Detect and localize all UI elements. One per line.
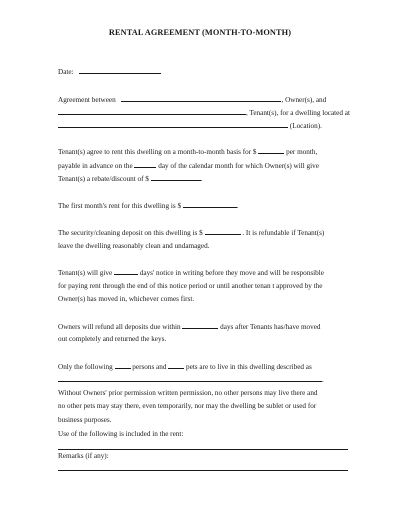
rebate-field[interactable] [151, 174, 201, 181]
permission-line-3: business purposes. [58, 416, 112, 424]
tenants-label: , Tenant(s), for a dwelling located at [246, 109, 350, 117]
permission-line-2: no other pets may stay there, even temporarily, nor may the dwelling be sublet or used for [58, 402, 317, 410]
payment-text-4: day of the calendar month for which Owner(s) will give [158, 162, 319, 170]
deposit-line-2: leave the dwelling reasonably clean and undamaged. [58, 242, 210, 250]
monthly-rent-field[interactable] [258, 147, 284, 154]
payment-text-1: Tenant(s) agree to rent this dwelling on a month-to-month basis for $ [58, 148, 257, 156]
persons-count-field[interactable] [115, 362, 131, 369]
payment-line-1 [58, 147, 317, 157]
refund-text-2: days after Tenants has/have moved [220, 323, 321, 331]
notice-text-2: days' notice in writing before they move and will be responsible [139, 269, 324, 277]
notice-line-2: for paying rent through the end of this notice period or until another tenan t approved by the [58, 282, 323, 290]
payment-text-3: payable in advance on the [58, 162, 133, 170]
parties-line-1 [58, 95, 326, 105]
pets-count-field[interactable] [168, 362, 184, 369]
payment-line-3 [58, 174, 203, 184]
parties-line-3 [58, 121, 322, 131]
notice-line-3: Owner(s) has moved in, whichever comes first. [58, 295, 195, 303]
refund-text-1: Owners will refund all deposits due within [58, 323, 181, 331]
date-label: Date: [58, 68, 74, 76]
notice-days-field[interactable] [114, 268, 138, 275]
owners-label: , Owner(s), and [281, 96, 327, 104]
first-rent-end: . [236, 202, 239, 210]
document-title: RENTAL AGREEMENT (MONTH-TO-MONTH) [108, 28, 292, 37]
payment-text-2: per month, [286, 148, 318, 156]
first-rent-line [58, 201, 239, 211]
deposit-field[interactable] [205, 228, 241, 235]
occupants-end: . [322, 376, 324, 384]
first-rent-text: The first month's rent for this dwelling is $ [58, 202, 182, 210]
tenant-name-field[interactable] [58, 108, 246, 115]
deposit-line-1 [58, 228, 324, 238]
parties-line-2 [58, 108, 350, 118]
payment-text-6: . [200, 175, 203, 183]
included-field[interactable] [58, 449, 348, 450]
refund-days-field[interactable] [182, 322, 218, 329]
first-rent-field[interactable] [183, 201, 237, 208]
refund-line-2: out completely and returned the keys. [58, 335, 167, 343]
payment-day-field[interactable] [134, 161, 156, 168]
dwelling-description-field[interactable] [58, 375, 322, 382]
notice-line-1 [58, 268, 324, 278]
agreement-between-label: Agreement between [58, 96, 116, 104]
occupants-line-2 [58, 375, 324, 385]
location-label: (Location). [289, 122, 322, 130]
payment-text-5: Tenant(s) a rebate/discount of $ [58, 175, 149, 183]
notice-text-1: Tenant(s) will give [58, 269, 113, 277]
occupants-text-1: Only the following [58, 363, 113, 371]
deposit-text-2: . It is refundable if Tenant(s) [242, 229, 325, 237]
location-field[interactable] [58, 121, 288, 128]
remarks-field[interactable] [58, 470, 348, 471]
date-line [58, 67, 161, 77]
deposit-text-1: The security/cleaning deposit on this dwelling is $ [58, 229, 203, 237]
occupants-text-3: pets are to live in this dwelling described as [186, 363, 312, 371]
occupants-text-2: persons and [132, 363, 167, 371]
payment-line-2 [58, 161, 319, 171]
remarks-label: Remarks (if any): [58, 452, 109, 460]
included-label: Use of the following is included in the rent: [58, 430, 184, 438]
owner-name-field[interactable] [121, 95, 281, 102]
refund-line-1 [58, 322, 321, 332]
occupants-line-1 [58, 362, 312, 372]
permission-line-1: Without Owners' prior permission written permission, no other persons may live there and [58, 389, 318, 397]
date-field[interactable] [79, 67, 161, 74]
